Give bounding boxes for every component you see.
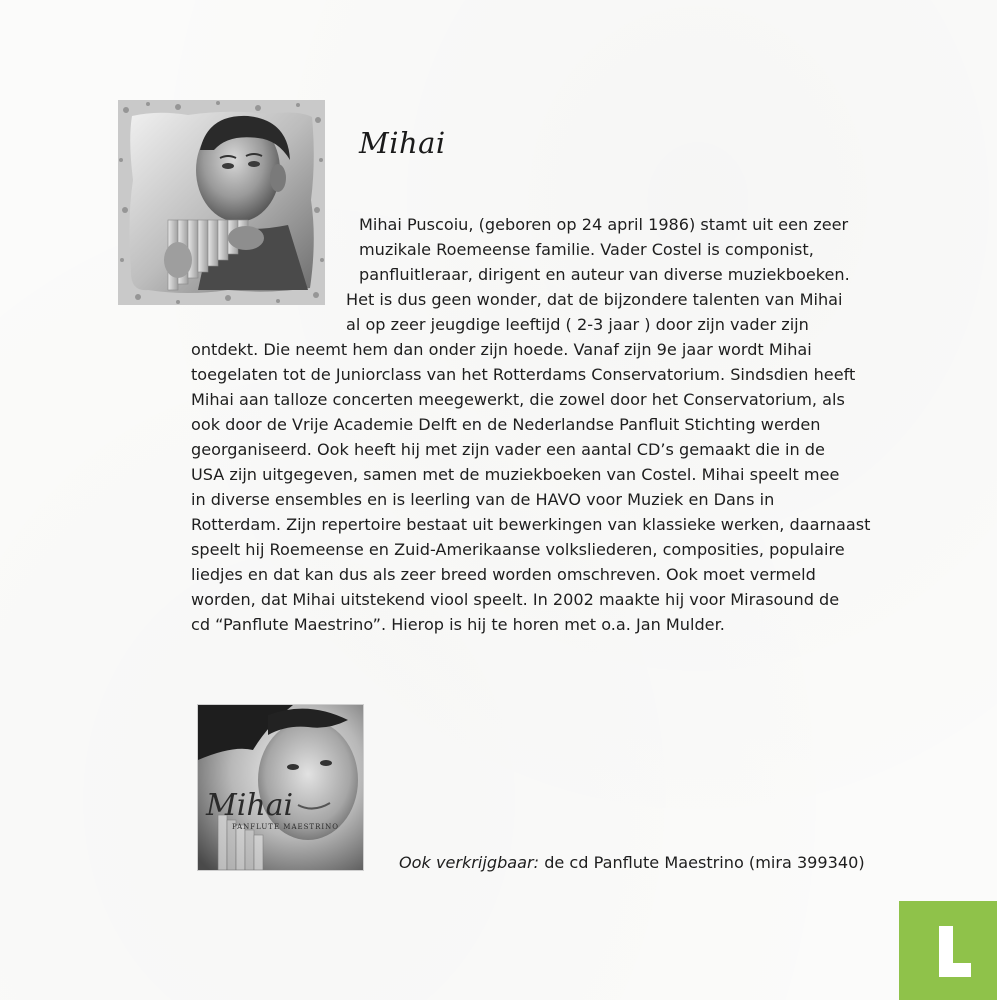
body-line: ook door de Vrije Academie Delft en de Nederlandse Panfluit Stichting werden (191, 415, 821, 434)
availability-note (399, 853, 865, 872)
body-line: panfluitleraar, dirigent en auteur van diverse muziekboeken. (359, 265, 850, 284)
body-line: cd “Panflute Maestrino”. Hierop is hij te horen met o.a. Jan Mulder. (191, 615, 725, 634)
body-line: Mihai aan talloze concerten meegewerkt, die zowel door het Conservatorium, als (191, 390, 845, 409)
cd-cover-art (198, 705, 363, 870)
body-line: toegelaten tot de Juniorclass van het Rotterdams Conservatorium. Sindsdien heeft (191, 365, 856, 384)
body-line: liedjes en dat kan dus als zeer breed worden omschreven. Ook moet vermeld (191, 565, 816, 584)
body-line: worden, dat Mihai uitstekend viool speelt. In 2002 maakte hij voor Mirasound de (191, 590, 840, 609)
cd-cover-image (198, 705, 363, 870)
body-line: USA zijn uitgegeven, samen met de muziekboeken van Costel. Mihai speelt mee (191, 465, 840, 484)
body-line: georganiseerd. Ook heeft hij met zijn vader een aantal CD’s gemaakt die in de (191, 440, 825, 459)
body-line: Rotterdam. Zijn repertoire bestaat uit bewerkingen van klassieke werken, daarnaast (191, 515, 871, 534)
cd-cover-subtitle: PANFLUTE MAESTRINO (232, 823, 339, 831)
availability-label: Ook verkrijgbaar: (399, 853, 540, 872)
page-title: Mihai (359, 126, 446, 160)
body-line: speelt hij Roemeense en Zuid-Amerikaanse volksliederen, composities, populaire (191, 540, 845, 559)
body-line: Mihai Puscoiu, (geboren op 24 april 1986) stamt uit een zeer (359, 215, 849, 234)
body-line: muzikale Roemeense familie. Vader Costel is componist, (359, 240, 814, 259)
body-line: al op zeer jeugdige leeftijd ( 2-3 jaar ) door zijn vader zijn (346, 315, 809, 334)
cd-cover-title: Mihai (206, 788, 294, 823)
availability-text: de cd Panflute Maestrino (mira 399340) (544, 853, 865, 872)
body-line: Het is dus geen wonder, dat de bijzondere talenten van Mihai (346, 290, 843, 309)
corner-logo (899, 901, 997, 1000)
body-line: ontdekt. Die neemt hem dan onder zijn hoede. Vanaf zijn 9e jaar wordt Mihai (191, 340, 812, 359)
l-logo-icon (899, 901, 997, 1000)
body-line: in diverse ensembles en is leerling van de HAVO voor Muziek en Dans in (191, 490, 775, 509)
